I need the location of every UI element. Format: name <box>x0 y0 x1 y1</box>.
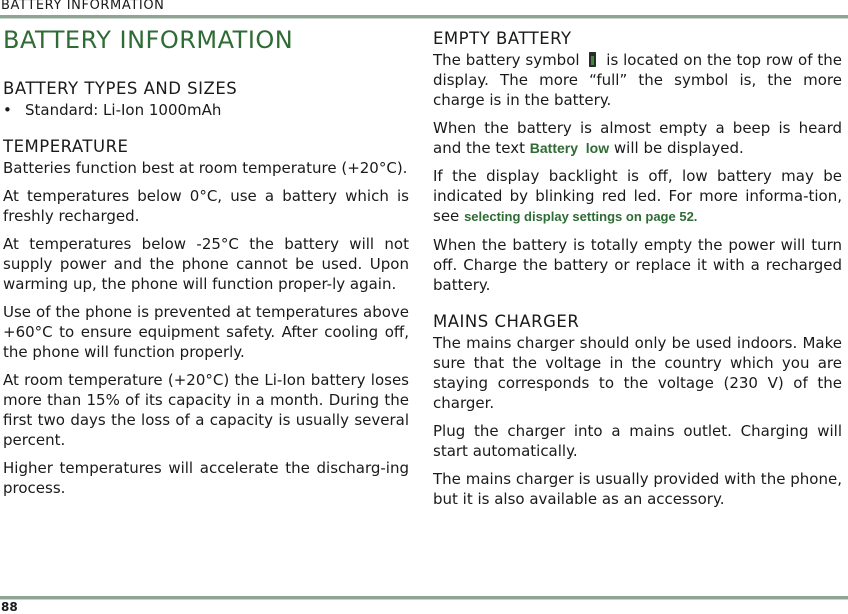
list-item-text: Standard: Li-Ion 1000mAh <box>25 101 222 119</box>
paragraph-text: When the battery is almost empty a beep is heard and the text <box>433 119 842 157</box>
section-heading-empty-battery: EMPTY BATTERY <box>433 29 572 48</box>
paragraph: When the battery is totally empty the power will turn off. Charge the battery or replace it with a recharged battery. <box>433 236 842 294</box>
section-heading-mains-charger: MAINS CHARGER <box>433 312 580 331</box>
paragraph: Use of the phone is prevented at temperatures above +60°C to ensure equipment safety. After cooling off, the phone will function properly. <box>3 303 409 361</box>
footer-rule <box>0 596 848 600</box>
left-column <box>3 78 409 506</box>
header-rule <box>0 15 848 19</box>
paragraph: At temperatures below 0°C, use a battery which is freshly recharged. <box>3 187 409 225</box>
paragraph: Batteries function best at room temperature (+20°C). <box>3 159 408 177</box>
paragraph: Plug the charger into a mains outlet. Charging will start automatically. <box>433 422 842 460</box>
paragraph: At temperatures below -25°C the battery will not supply power and the phone cannot be used. Upon warming up, the phone will function proper-ly again. <box>3 235 409 293</box>
paragraph: At room temperature (+20°C) the Li-Ion battery loses more than 15% of its capacity in a month. During the first two days the loss of a capacity is usually several percent. <box>3 371 409 449</box>
page-title: BATTERY INFORMATION <box>3 26 294 54</box>
page-number: 88 <box>1 600 18 614</box>
paragraph-text: The battery symbol <box>433 51 580 69</box>
paragraph <box>433 50 842 110</box>
section-heading-temperature: TEMPERATURE <box>3 137 129 156</box>
running-header: BATTERY INFORMATION <box>1 0 165 13</box>
paragraph-text: If the display backlight is off, low battery may be indicated by blinking red led. For more informa-tion, see <box>433 167 842 225</box>
list-item <box>3 100 409 120</box>
paragraph-text: is located on the top row of the display. The more “full” the symbol is, the more charge is in the battery. <box>433 51 842 109</box>
paragraph: The mains charger is usually provided with the phone, but it is also available as an accessory. <box>433 470 842 508</box>
bullet-icon: • <box>3 101 12 119</box>
section-heading-battery-types: BATTERY TYPES AND SIZES <box>3 79 238 98</box>
battery-icon <box>589 52 596 67</box>
paragraph <box>433 166 842 227</box>
paragraph-text: will be displayed. <box>613 139 744 157</box>
paragraph <box>433 118 842 158</box>
display-text-battery-low: Battery low <box>529 140 610 156</box>
paragraph: The mains charger should only be used indoors. Make sure that the voltage in the country which you are staying corresponds to the voltage (230 V) of the charger. <box>433 334 842 412</box>
right-column <box>433 28 842 517</box>
cross-reference-link[interactable]: selecting display settings on page 52. <box>464 209 698 224</box>
paragraph: Higher temperatures will accelerate the discharg-ing process. <box>3 459 409 497</box>
